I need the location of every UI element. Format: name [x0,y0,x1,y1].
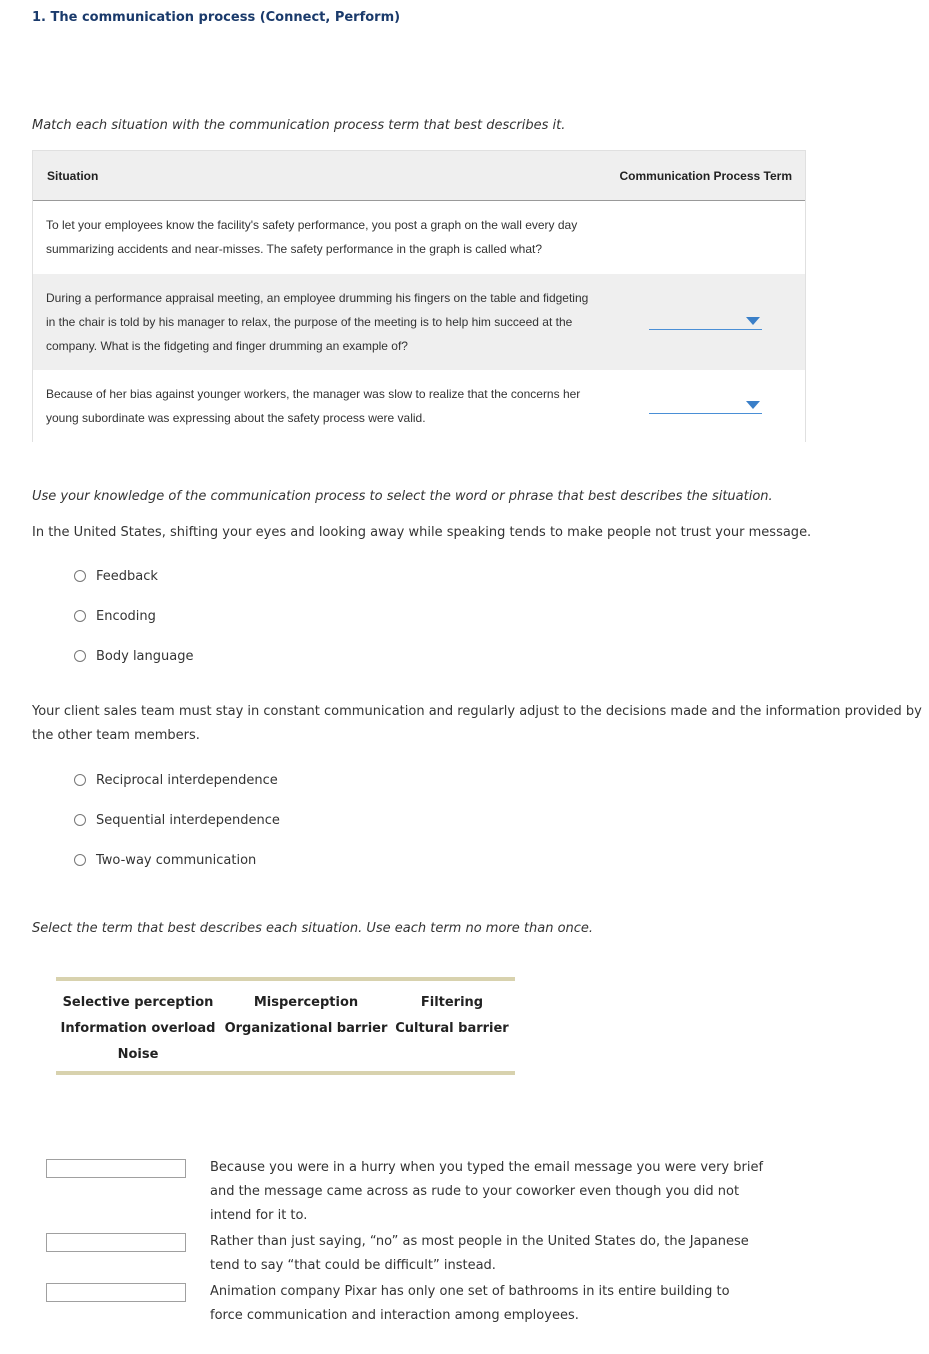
radio-circle-icon[interactable] [74,650,86,662]
table-row [33,274,805,370]
bank-term[interactable]: Selective perception [62,995,214,1010]
matching-table [32,150,806,442]
fill-situation-text: Rather than just saying, “no” as most people in the United States do, the Japanese tend to say “that could be difficult” instead. [210,1234,749,1273]
part1-instruction: Match each situation with the communication process term that best describes it. [32,118,566,133]
bank-term[interactable]: Noise [117,1047,159,1062]
part2-prompt: In the United States, shifting your eyes and looking away while speaking tends to make people not trust your message. [32,525,812,540]
radio-circle-icon[interactable] [74,854,86,866]
bank-term[interactable]: Misperception [253,995,359,1010]
part3-prompt: Your client sales team must stay in constant communication and regularly adjust to the decisions made and the information provided by the other team members. [32,704,922,743]
radio-option-sequential[interactable] [74,810,280,830]
situation-text: During a performance appraisal meeting, an employee drumming his fingers on the table and fidgeting in the chair is told by his manager to relax, the purpose of the meeting is to help him succeed at the company. What is the fidgeting and finger drumming an example of? [46,291,589,353]
radio-label: Body language [96,648,194,664]
radio-label: Sequential interdependence [96,812,280,828]
situation-text: To let your employees know the facility's safety performance, you post a graph on the wall every day summarizing accidents and near-misses. The safety performance in the graph is called what? [46,218,578,256]
term-dropdown-2[interactable] [649,311,762,330]
radio-circle-icon[interactable] [74,814,86,826]
radio-label: Feedback [96,568,158,584]
part4-instruction: Select the term that best describes each situation. Use each term no more than once. [32,921,594,936]
word-bank [56,977,515,1075]
radio-circle-icon[interactable] [74,610,86,622]
radio-circle-icon[interactable] [74,570,86,582]
caret-down-icon [746,317,760,325]
matching-table-header [33,151,805,201]
radio-option-encoding[interactable] [74,606,156,626]
radio-option-reciprocal[interactable] [74,770,278,790]
radio-option-body-language[interactable] [74,646,193,666]
answer-box-3[interactable] [46,1283,186,1302]
radio-option-feedback[interactable] [74,566,158,586]
answer-box-2[interactable] [46,1233,186,1252]
bank-term[interactable]: Cultural barrier [395,1021,509,1036]
term-dropdown-3[interactable] [649,395,762,414]
fill-situation-text: Because you were in a hurry when you typed the email message you were very brief and the message came across as rude to your coworker even though you did not intend for it to. [210,1160,764,1223]
answer-box-1[interactable] [46,1159,186,1178]
radio-label: Two-way communication [96,852,257,868]
situation-text: Because of her bias against younger workers, the manager was slow to realize that the concerns her young subordinate was expressing about the safety process were valid. [46,387,581,425]
part2-instruction: Use your knowledge of the communication process to select the word or phrase that best describes the situation. [32,489,773,504]
radio-label: Reciprocal interdependence [96,772,278,788]
bank-term[interactable]: Organizational barrier [224,1021,388,1036]
question-title: 1. The communication process (Connect, Perform) [32,10,401,25]
caret-down-icon [746,401,760,409]
fill-situation-text: Animation company Pixar has only one set of bathrooms in its entire building to force communication and interaction among employees. [210,1284,730,1323]
table-row [33,370,805,442]
bank-term[interactable]: Filtering [420,995,484,1010]
radio-label: Encoding [96,608,156,624]
table-row [33,201,805,274]
bank-term[interactable]: Information overload [60,1021,216,1036]
term-header: Communication Process Term [619,169,792,183]
situation-header: Situation [47,169,99,183]
radio-circle-icon[interactable] [74,774,86,786]
radio-option-two-way[interactable] [74,850,256,870]
